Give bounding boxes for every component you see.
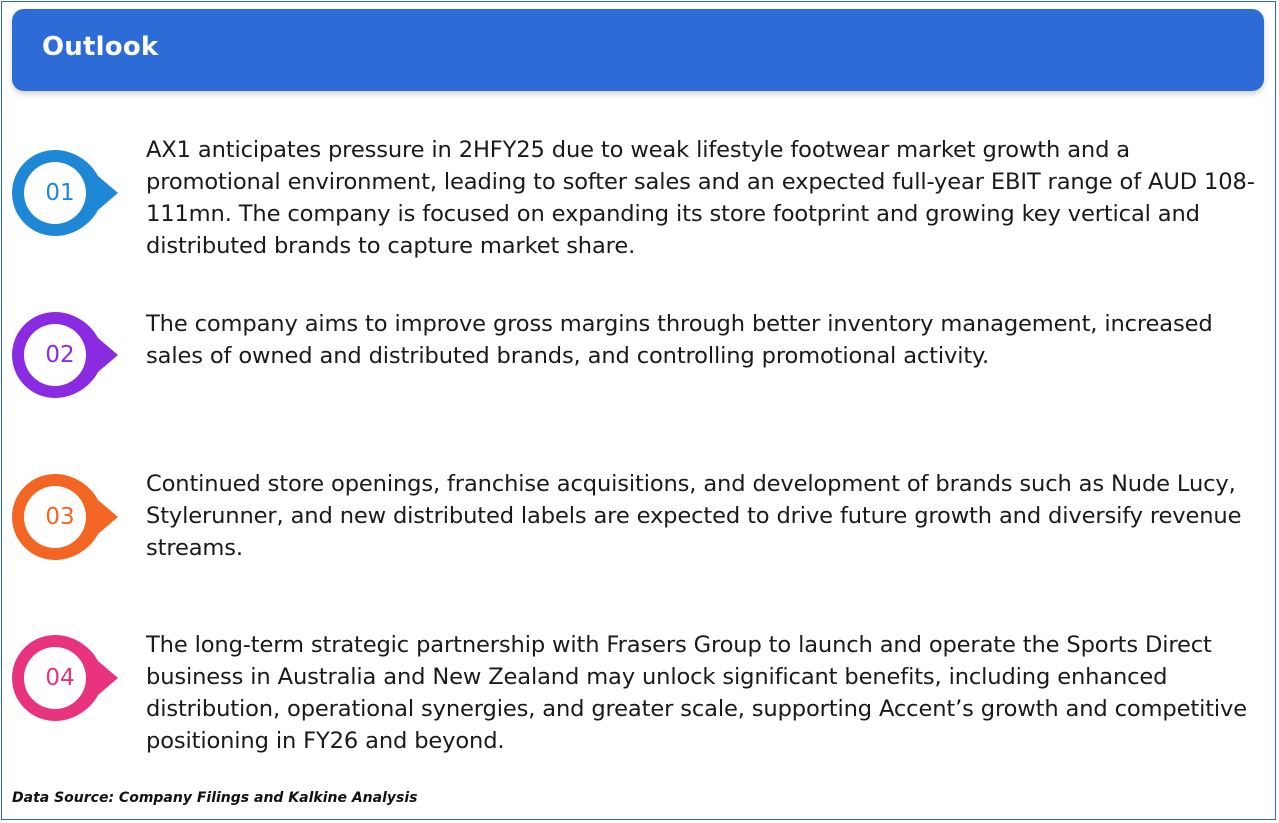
item-text: The long-term strategic partnership with Frasers Group to launch and operate the Sports Direct business in Australia and New Zealand may unlock significant benefits, including enhanced distribution, operational synergies, and greater scale, supporting Accent’s growth and competitive positioning in FY26 and beyond.	[146, 632, 1247, 754]
marker-number: 04	[45, 665, 75, 691]
marker-number: 01	[45, 180, 75, 206]
number-marker-03	[10, 472, 122, 562]
marker-number: 02	[45, 342, 75, 368]
number-marker-04	[10, 633, 122, 723]
header-title: Outlook	[42, 32, 159, 62]
number-marker-02	[10, 310, 122, 400]
item-text: Continued store openings, franchise acquisitions, and development of brands such as Nude Lucy, Stylerunner, and new distributed labels are expected to drive future growth and diversify revenue streams.	[146, 471, 1242, 561]
item-text: The company aims to improve gross margins through better inventory management, increased sales of owned and distributed brands, and controlling promotional activity.	[146, 311, 1213, 369]
marker-number: 03	[45, 504, 75, 530]
outlook-header	[12, 9, 1264, 91]
item-text: AX1 anticipates pressure in 2HFY25 due to weak lifestyle footwear market growth and a promotional environment, leading to softer sales and an expected full-year EBIT range of AUD 108-111mn. The company is focused on expanding its store footprint and growing key vertical and distributed brands to capture market share.	[146, 137, 1255, 259]
data-source-note: Data Source: Company Filings and Kalkine Analysis	[12, 790, 418, 806]
number-marker-01	[10, 148, 122, 238]
